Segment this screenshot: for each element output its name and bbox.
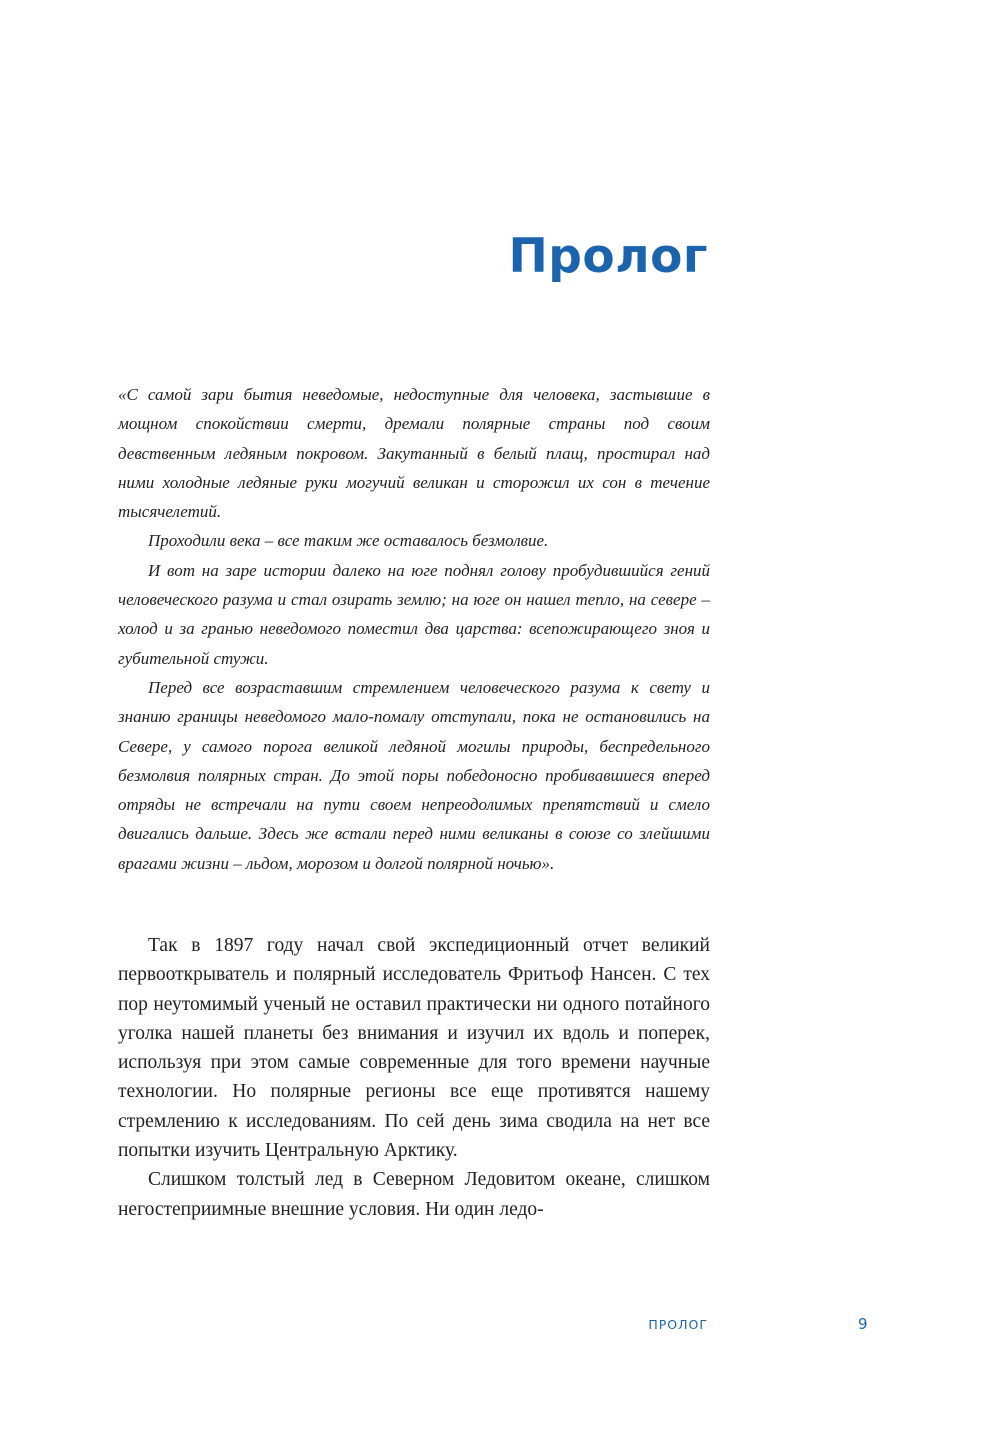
- epigraph-paragraph: И вот на заре истории далеко на юге поднял голову пробудившийся гений человеческого разума и стал озирать землю; на юге он нашел тепло, на севере – холод и за гранью неведомого поместил два царства: всепожирающего зноя и губительной стужи.: [118, 560, 710, 668]
- running-footer: [0, 1316, 987, 1336]
- body-text: [118, 931, 710, 1224]
- epigraph-paragraph: «С самой зари бытия неведомые, недоступные для человека, застывшие в мощном спокойствии смерти, дремали полярные страны под своим девственным ледяным покровом. Закутанный в белый плащ, простирал над ними холодные ледяные руки могучий великан и сторожил их сон в течение тысячелетий.: [118, 385, 710, 522]
- body-paragraph: Так в 1897 году начал свой экспедиционный отчет великий первооткрыватель и полярный исследователь Фритьоф Нансен. С тех пор неутомимый ученый не оставил практически ни одного потайного уголка нашей планеты без внимания и изучил их вдоль и поперек, используя при этом самые современные для того времени научные технологии. Но полярные регионы все еще противятся нашему стремлению к исследованиям. По сей день зима сводила на нет все попытки изучить Центральную Арктику.: [118, 935, 710, 1162]
- chapter-title: Пролог: [508, 229, 708, 284]
- epigraph-paragraph: Проходили века – все таким же оставалось безмолвие.: [148, 531, 549, 551]
- page-number: 9: [858, 1315, 868, 1333]
- footer-section-title: ПРОЛОГ: [648, 1317, 708, 1332]
- epigraph-quote: [118, 380, 710, 878]
- epigraph-paragraph: Перед все возраставшим стремлением человеческого разума к свету и знанию границы неведомого мало-помалу отступали, пока не остановились на Севере, у самого порога великой ледяной могилы природы, беспредельного безмолвия полярных стран. До этой поры победоносно пробивавшиеся вперед отряды не встречали на пути своем непреодолимых препятствий и смело двигались дальше. Здесь же встали перед ними великаны в союзе со злейшими врагами жизни – льдом, морозом и долгой полярной ночью».: [118, 677, 710, 873]
- body-paragraph: Слишком толстый лед в Северном Ледовитом океане, слишком негостеприимные внешние условия. Ни один ледо-: [118, 1169, 710, 1220]
